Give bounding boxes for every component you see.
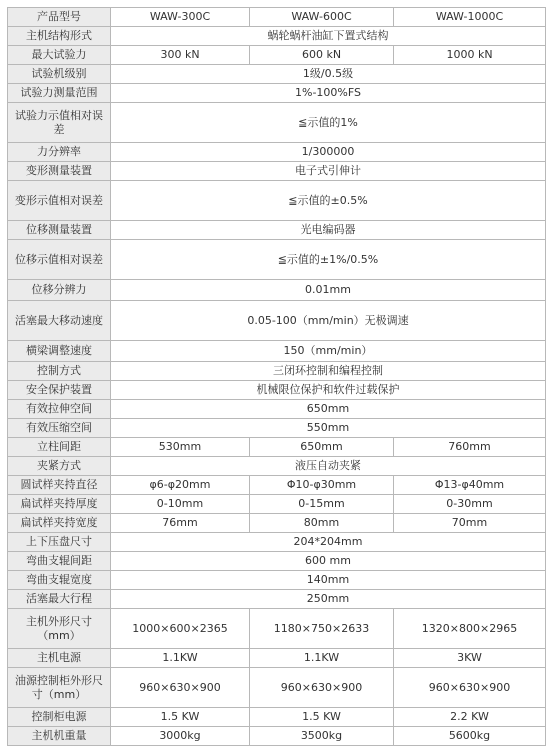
row-value-600c: 1.5 KW bbox=[250, 708, 394, 727]
model-1000c: WAW-1000C bbox=[394, 8, 546, 27]
table-row bbox=[8, 668, 546, 708]
row-value-300c: φ6-φ20mm bbox=[111, 476, 250, 495]
table-row bbox=[8, 143, 546, 162]
table-row bbox=[8, 533, 546, 552]
row-label: 活塞最大移动速度 bbox=[8, 301, 111, 341]
row-value-600c: Φ10-φ30mm bbox=[250, 476, 394, 495]
row-label: 扁试样夹持厚度 bbox=[8, 495, 111, 514]
row-value-1000c: 3KW bbox=[394, 649, 546, 668]
row-label: 有效拉伸空间 bbox=[8, 400, 111, 419]
row-value-600c: 0-15mm bbox=[250, 495, 394, 514]
header-row bbox=[8, 8, 546, 27]
row-value: ≦示值的±1%/0.5% bbox=[111, 240, 546, 280]
row-value-1000c: 760mm bbox=[394, 438, 546, 457]
row-value: 光电编码器 bbox=[111, 221, 546, 240]
row-value-1000c: 2.2 KW bbox=[394, 708, 546, 727]
row-label: 圆试样夹持直径 bbox=[8, 476, 111, 495]
model-300c: WAW-300C bbox=[111, 8, 250, 27]
row-label: 夹紧方式 bbox=[8, 457, 111, 476]
row-label: 主机机重量 bbox=[8, 727, 111, 746]
table-row bbox=[8, 438, 546, 457]
table-row bbox=[8, 162, 546, 181]
row-label: 试验力示值相对误差 bbox=[8, 103, 111, 143]
header-label: 产品型号 bbox=[8, 8, 111, 27]
row-label: 试验机级别 bbox=[8, 65, 111, 84]
row-value-600c: 3500kg bbox=[250, 727, 394, 746]
row-value-300c: 960×630×900 bbox=[111, 668, 250, 708]
row-value-1000c: 5600kg bbox=[394, 727, 546, 746]
row-value-300c: 0-10mm bbox=[111, 495, 250, 514]
row-value-1000c: 70mm bbox=[394, 514, 546, 533]
row-value-300c: 1.1KW bbox=[111, 649, 250, 668]
table-row bbox=[8, 240, 546, 280]
row-value-600c: 650mm bbox=[250, 438, 394, 457]
row-value-600c: 1180×750×2633 bbox=[250, 609, 394, 649]
table-row bbox=[8, 84, 546, 103]
table-row bbox=[8, 301, 546, 341]
row-label: 位移测量装置 bbox=[8, 221, 111, 240]
table-row bbox=[8, 571, 546, 590]
table-row bbox=[8, 514, 546, 533]
row-label: 油源控制柜外形尺寸（mm） bbox=[8, 668, 111, 708]
row-label: 位移分辨力 bbox=[8, 280, 111, 301]
table-row bbox=[8, 400, 546, 419]
table-row bbox=[8, 590, 546, 609]
row-value-300c: 300 kN bbox=[111, 46, 250, 65]
row-label: 试验力测量范围 bbox=[8, 84, 111, 103]
row-label: 横梁调整速度 bbox=[8, 341, 111, 362]
row-label: 位移示值相对误差 bbox=[8, 240, 111, 280]
row-label: 扁试样夹持宽度 bbox=[8, 514, 111, 533]
row-value: 204*204mm bbox=[111, 533, 546, 552]
row-value-1000c: 0-30mm bbox=[394, 495, 546, 514]
row-value: 1/300000 bbox=[111, 143, 546, 162]
row-label: 主机电源 bbox=[8, 649, 111, 668]
row-value-600c: 1.1KW bbox=[250, 649, 394, 668]
model-600c: WAW-600C bbox=[250, 8, 394, 27]
row-value: 550mm bbox=[111, 419, 546, 438]
table-row bbox=[8, 649, 546, 668]
row-value-600c: 80mm bbox=[250, 514, 394, 533]
table-row bbox=[8, 103, 546, 143]
row-value-300c: 1.5 KW bbox=[111, 708, 250, 727]
table-row bbox=[8, 727, 546, 746]
row-label: 控制方式 bbox=[8, 362, 111, 381]
row-value: 250mm bbox=[111, 590, 546, 609]
table-row bbox=[8, 552, 546, 571]
row-value-300c: 76mm bbox=[111, 514, 250, 533]
row-value: 0.01mm bbox=[111, 280, 546, 301]
row-value: ≦示值的1% bbox=[111, 103, 546, 143]
table-row bbox=[8, 457, 546, 476]
row-value: ≦示值的±0.5% bbox=[111, 181, 546, 221]
row-label: 立柱间距 bbox=[8, 438, 111, 457]
table-row bbox=[8, 362, 546, 381]
row-value: 液压自动夹紧 bbox=[111, 457, 546, 476]
row-value: 电子式引伸计 bbox=[111, 162, 546, 181]
row-value: 蜗轮蜗杆油缸下置式结构 bbox=[111, 27, 546, 46]
row-label: 安全保护装置 bbox=[8, 381, 111, 400]
row-label: 有效压缩空间 bbox=[8, 419, 111, 438]
row-value-1000c: 1320×800×2965 bbox=[394, 609, 546, 649]
row-value-1000c: 1000 kN bbox=[394, 46, 546, 65]
row-label: 变形测量装置 bbox=[8, 162, 111, 181]
row-value: 600 mm bbox=[111, 552, 546, 571]
row-label: 力分辨率 bbox=[8, 143, 111, 162]
table-row bbox=[8, 27, 546, 46]
table-row bbox=[8, 46, 546, 65]
table-row bbox=[8, 609, 546, 649]
row-value-1000c: Φ13-φ40mm bbox=[394, 476, 546, 495]
table-row bbox=[8, 65, 546, 84]
row-value-300c: 530mm bbox=[111, 438, 250, 457]
table-row bbox=[8, 419, 546, 438]
row-label: 变形示值相对误差 bbox=[8, 181, 111, 221]
row-value-600c: 600 kN bbox=[250, 46, 394, 65]
row-label: 上下压盘尺寸 bbox=[8, 533, 111, 552]
row-value: 140mm bbox=[111, 571, 546, 590]
spec-table bbox=[7, 7, 546, 746]
row-value-300c: 1000×600×2365 bbox=[111, 609, 250, 649]
row-value: 150（mm/min） bbox=[111, 341, 546, 362]
row-value-1000c: 960×630×900 bbox=[394, 668, 546, 708]
table-row bbox=[8, 381, 546, 400]
table-row bbox=[8, 181, 546, 221]
row-label: 活塞最大行程 bbox=[8, 590, 111, 609]
row-label: 弯曲支辊间距 bbox=[8, 552, 111, 571]
row-value: 0.05-100（mm/min）无极调速 bbox=[111, 301, 546, 341]
row-label: 弯曲支辊宽度 bbox=[8, 571, 111, 590]
row-value-300c: 3000kg bbox=[111, 727, 250, 746]
row-value: 1级/0.5级 bbox=[111, 65, 546, 84]
row-value: 650mm bbox=[111, 400, 546, 419]
table-row bbox=[8, 221, 546, 240]
row-label: 主机结构形式 bbox=[8, 27, 111, 46]
row-label: 主机外形尺寸（mm） bbox=[8, 609, 111, 649]
row-label: 最大试验力 bbox=[8, 46, 111, 65]
row-value-600c: 960×630×900 bbox=[250, 668, 394, 708]
row-label: 控制柜电源 bbox=[8, 708, 111, 727]
table-row bbox=[8, 476, 546, 495]
table-row bbox=[8, 495, 546, 514]
table-row bbox=[8, 341, 546, 362]
row-value: 机械限位保护和软件过载保护 bbox=[111, 381, 546, 400]
row-value: 三闭环控制和编程控制 bbox=[111, 362, 546, 381]
table-row bbox=[8, 708, 546, 727]
row-value: 1%-100%FS bbox=[111, 84, 546, 103]
table-row bbox=[8, 280, 546, 301]
